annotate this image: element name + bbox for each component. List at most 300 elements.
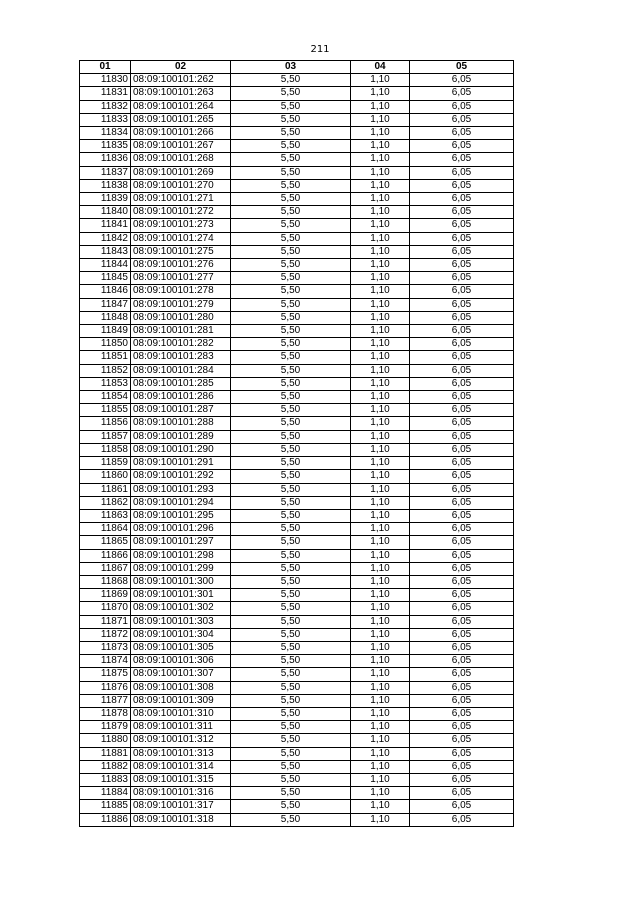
cell-value-03: 5,50 [231, 549, 351, 562]
cell-value-03: 5,50 [231, 100, 351, 113]
cell-value-04: 1,10 [351, 602, 410, 615]
table-row [80, 668, 514, 681]
cell-value-05: 6,05 [410, 509, 514, 522]
table-row [80, 681, 514, 694]
cell-id: 11863 [80, 509, 131, 522]
cell-value-03: 5,50 [231, 787, 351, 800]
cell-cadastral-number: 08:09:100101:289 [131, 430, 231, 443]
table-row [80, 787, 514, 800]
cell-value-04: 1,10 [351, 364, 410, 377]
cell-cadastral-number: 08:09:100101:267 [131, 140, 231, 153]
cell-id: 11838 [80, 179, 131, 192]
cell-value-05: 6,05 [410, 681, 514, 694]
table-row [80, 721, 514, 734]
cell-id: 11846 [80, 285, 131, 298]
cell-cadastral-number: 08:09:100101:285 [131, 377, 231, 390]
cell-value-03: 5,50 [231, 417, 351, 430]
table-row [80, 443, 514, 456]
cell-value-05: 6,05 [410, 325, 514, 338]
cell-value-05: 6,05 [410, 562, 514, 575]
cell-id: 11839 [80, 193, 131, 206]
cell-value-05: 6,05 [410, 628, 514, 641]
table-row [80, 338, 514, 351]
cell-value-03: 5,50 [231, 430, 351, 443]
cell-value-05: 6,05 [410, 721, 514, 734]
cell-value-05: 6,05 [410, 641, 514, 654]
page-number: 211 [310, 44, 330, 55]
cell-value-03: 5,50 [231, 259, 351, 272]
cell-id: 11884 [80, 787, 131, 800]
cell-value-05: 6,05 [410, 549, 514, 562]
cell-value-05: 6,05 [410, 259, 514, 272]
cell-value-05: 6,05 [410, 113, 514, 126]
cell-cadastral-number: 08:09:100101:293 [131, 483, 231, 496]
cell-value-05: 6,05 [410, 483, 514, 496]
cell-value-05: 6,05 [410, 404, 514, 417]
cell-value-03: 5,50 [231, 734, 351, 747]
data-table [79, 60, 514, 827]
cell-value-03: 5,50 [231, 87, 351, 100]
cell-value-03: 5,50 [231, 298, 351, 311]
cell-value-05: 6,05 [410, 694, 514, 707]
cell-value-05: 6,05 [410, 232, 514, 245]
cell-id: 11836 [80, 153, 131, 166]
cell-value-04: 1,10 [351, 272, 410, 285]
cell-id: 11862 [80, 496, 131, 509]
cell-cadastral-number: 08:09:100101:295 [131, 509, 231, 522]
cell-cadastral-number: 08:09:100101:262 [131, 74, 231, 87]
cell-id: 11880 [80, 734, 131, 747]
cell-value-05: 6,05 [410, 193, 514, 206]
cell-id: 11872 [80, 628, 131, 641]
table-row [80, 760, 514, 773]
cell-value-05: 6,05 [410, 470, 514, 483]
cell-value-03: 5,50 [231, 404, 351, 417]
cell-value-04: 1,10 [351, 562, 410, 575]
cell-cadastral-number: 08:09:100101:302 [131, 602, 231, 615]
cell-value-03: 5,50 [231, 166, 351, 179]
cell-cadastral-number: 08:09:100101:312 [131, 734, 231, 747]
cell-value-05: 6,05 [410, 377, 514, 390]
cell-value-05: 6,05 [410, 787, 514, 800]
cell-value-04: 1,10 [351, 74, 410, 87]
cell-value-04: 1,10 [351, 113, 410, 126]
cell-value-04: 1,10 [351, 193, 410, 206]
cell-value-03: 5,50 [231, 470, 351, 483]
cell-value-03: 5,50 [231, 813, 351, 826]
column-header-01: 01 [80, 61, 131, 74]
cell-value-03: 5,50 [231, 707, 351, 720]
cell-id: 11840 [80, 206, 131, 219]
cell-cadastral-number: 08:09:100101:264 [131, 100, 231, 113]
cell-value-03: 5,50 [231, 721, 351, 734]
cell-value-05: 6,05 [410, 615, 514, 628]
cell-value-05: 6,05 [410, 351, 514, 364]
cell-value-04: 1,10 [351, 734, 410, 747]
table-row [80, 747, 514, 760]
table-row [80, 734, 514, 747]
cell-id: 11885 [80, 800, 131, 813]
cell-cadastral-number: 08:09:100101:270 [131, 179, 231, 192]
cell-id: 11845 [80, 272, 131, 285]
cell-value-04: 1,10 [351, 87, 410, 100]
cell-value-05: 6,05 [410, 707, 514, 720]
cell-id: 11859 [80, 457, 131, 470]
cell-value-05: 6,05 [410, 140, 514, 153]
table-row [80, 206, 514, 219]
cell-id: 11861 [80, 483, 131, 496]
cell-cadastral-number: 08:09:100101:313 [131, 747, 231, 760]
table-row [80, 193, 514, 206]
cell-cadastral-number: 08:09:100101:286 [131, 391, 231, 404]
cell-cadastral-number: 08:09:100101:263 [131, 87, 231, 100]
cell-value-04: 1,10 [351, 443, 410, 456]
table-row [80, 232, 514, 245]
cell-value-04: 1,10 [351, 641, 410, 654]
cell-value-04: 1,10 [351, 470, 410, 483]
cell-cadastral-number: 08:09:100101:309 [131, 694, 231, 707]
cell-value-04: 1,10 [351, 813, 410, 826]
cell-value-03: 5,50 [231, 179, 351, 192]
cell-cadastral-number: 08:09:100101:276 [131, 259, 231, 272]
cell-id: 11858 [80, 443, 131, 456]
table-row [80, 417, 514, 430]
table-row [80, 391, 514, 404]
cell-value-05: 6,05 [410, 655, 514, 668]
cell-value-03: 5,50 [231, 338, 351, 351]
cell-cadastral-number: 08:09:100101:317 [131, 800, 231, 813]
cell-cadastral-number: 08:09:100101:265 [131, 113, 231, 126]
cell-id: 11870 [80, 602, 131, 615]
cell-value-03: 5,50 [231, 285, 351, 298]
cell-value-04: 1,10 [351, 694, 410, 707]
cell-value-04: 1,10 [351, 509, 410, 522]
cell-value-04: 1,10 [351, 721, 410, 734]
cell-id: 11850 [80, 338, 131, 351]
cell-cadastral-number: 08:09:100101:277 [131, 272, 231, 285]
cell-cadastral-number: 08:09:100101:299 [131, 562, 231, 575]
table-row [80, 113, 514, 126]
cell-value-03: 5,50 [231, 377, 351, 390]
cell-id: 11883 [80, 773, 131, 786]
cell-value-03: 5,50 [231, 628, 351, 641]
cell-value-03: 5,50 [231, 457, 351, 470]
table-row [80, 364, 514, 377]
cell-cadastral-number: 08:09:100101:315 [131, 773, 231, 786]
cell-cadastral-number: 08:09:100101:279 [131, 298, 231, 311]
cell-value-03: 5,50 [231, 272, 351, 285]
cell-value-03: 5,50 [231, 641, 351, 654]
cell-cadastral-number: 08:09:100101:268 [131, 153, 231, 166]
cell-id: 11857 [80, 430, 131, 443]
cell-value-03: 5,50 [231, 364, 351, 377]
cell-value-03: 5,50 [231, 443, 351, 456]
cell-value-03: 5,50 [231, 575, 351, 588]
cell-value-03: 5,50 [231, 694, 351, 707]
table-row [80, 219, 514, 232]
cell-value-04: 1,10 [351, 483, 410, 496]
cell-value-03: 5,50 [231, 747, 351, 760]
cell-id: 11874 [80, 655, 131, 668]
cell-value-05: 6,05 [410, 668, 514, 681]
cell-id: 11855 [80, 404, 131, 417]
cell-value-03: 5,50 [231, 74, 351, 87]
cell-value-05: 6,05 [410, 298, 514, 311]
cell-cadastral-number: 08:09:100101:300 [131, 575, 231, 588]
table-row [80, 694, 514, 707]
cell-cadastral-number: 08:09:100101:274 [131, 232, 231, 245]
cell-value-04: 1,10 [351, 140, 410, 153]
cell-value-04: 1,10 [351, 391, 410, 404]
cell-value-03: 5,50 [231, 589, 351, 602]
cell-value-04: 1,10 [351, 575, 410, 588]
cell-id: 11833 [80, 113, 131, 126]
cell-cadastral-number: 08:09:100101:316 [131, 787, 231, 800]
header-row [80, 61, 514, 74]
cell-value-03: 5,50 [231, 523, 351, 536]
table-row [80, 536, 514, 549]
cell-value-05: 6,05 [410, 391, 514, 404]
table-row [80, 615, 514, 628]
cell-value-05: 6,05 [410, 496, 514, 509]
cell-id: 11854 [80, 391, 131, 404]
cell-value-03: 5,50 [231, 351, 351, 364]
cell-cadastral-number: 08:09:100101:266 [131, 127, 231, 140]
cell-id: 11834 [80, 127, 131, 140]
cell-value-04: 1,10 [351, 219, 410, 232]
cell-value-04: 1,10 [351, 615, 410, 628]
cell-value-03: 5,50 [231, 219, 351, 232]
table-row [80, 377, 514, 390]
table-row [80, 549, 514, 562]
cell-id: 11830 [80, 74, 131, 87]
table-row [80, 325, 514, 338]
cell-value-05: 6,05 [410, 100, 514, 113]
cell-value-05: 6,05 [410, 166, 514, 179]
cell-value-05: 6,05 [410, 74, 514, 87]
table-row [80, 589, 514, 602]
cell-value-05: 6,05 [410, 589, 514, 602]
cell-value-04: 1,10 [351, 245, 410, 258]
cell-cadastral-number: 08:09:100101:280 [131, 311, 231, 324]
table-row [80, 311, 514, 324]
cell-cadastral-number: 08:09:100101:318 [131, 813, 231, 826]
table-row [80, 509, 514, 522]
cell-value-04: 1,10 [351, 338, 410, 351]
cell-value-03: 5,50 [231, 615, 351, 628]
cell-value-05: 6,05 [410, 364, 514, 377]
cell-id: 11871 [80, 615, 131, 628]
cell-id: 11866 [80, 549, 131, 562]
cell-id: 11875 [80, 668, 131, 681]
cell-value-03: 5,50 [231, 536, 351, 549]
cell-value-03: 5,50 [231, 483, 351, 496]
cell-value-03: 5,50 [231, 800, 351, 813]
cell-value-05: 6,05 [410, 206, 514, 219]
cell-cadastral-number: 08:09:100101:310 [131, 707, 231, 720]
cell-value-05: 6,05 [410, 272, 514, 285]
cell-value-03: 5,50 [231, 113, 351, 126]
cell-value-04: 1,10 [351, 179, 410, 192]
cell-id: 11851 [80, 351, 131, 364]
cell-value-05: 6,05 [410, 602, 514, 615]
cell-value-03: 5,50 [231, 140, 351, 153]
cell-cadastral-number: 08:09:100101:305 [131, 641, 231, 654]
cell-id: 11848 [80, 311, 131, 324]
cell-value-04: 1,10 [351, 325, 410, 338]
table-row [80, 800, 514, 813]
cell-value-04: 1,10 [351, 206, 410, 219]
cell-cadastral-number: 08:09:100101:273 [131, 219, 231, 232]
cell-value-04: 1,10 [351, 311, 410, 324]
cell-id: 11865 [80, 536, 131, 549]
cell-value-05: 6,05 [410, 127, 514, 140]
cell-cadastral-number: 08:09:100101:297 [131, 536, 231, 549]
cell-id: 11832 [80, 100, 131, 113]
table-row [80, 87, 514, 100]
cell-value-04: 1,10 [351, 668, 410, 681]
cell-value-04: 1,10 [351, 127, 410, 140]
cell-id: 11882 [80, 760, 131, 773]
cell-value-04: 1,10 [351, 536, 410, 549]
column-header-03: 03 [231, 61, 351, 74]
cell-id: 11868 [80, 575, 131, 588]
table-row [80, 457, 514, 470]
cell-value-03: 5,50 [231, 245, 351, 258]
cell-value-03: 5,50 [231, 773, 351, 786]
cell-cadastral-number: 08:09:100101:304 [131, 628, 231, 641]
cell-id: 11844 [80, 259, 131, 272]
cell-cadastral-number: 08:09:100101:298 [131, 549, 231, 562]
table-row [80, 298, 514, 311]
cell-id: 11835 [80, 140, 131, 153]
cell-id: 11886 [80, 813, 131, 826]
table-row [80, 285, 514, 298]
table-row [80, 430, 514, 443]
cell-value-03: 5,50 [231, 311, 351, 324]
table-row [80, 100, 514, 113]
table-row [80, 655, 514, 668]
cell-cadastral-number: 08:09:100101:307 [131, 668, 231, 681]
table-row [80, 773, 514, 786]
cell-id: 11873 [80, 641, 131, 654]
cell-id: 11853 [80, 377, 131, 390]
cell-value-04: 1,10 [351, 153, 410, 166]
table-row [80, 272, 514, 285]
cell-id: 11860 [80, 470, 131, 483]
cell-value-04: 1,10 [351, 457, 410, 470]
cell-value-04: 1,10 [351, 430, 410, 443]
cell-cadastral-number: 08:09:100101:306 [131, 655, 231, 668]
cell-id: 11849 [80, 325, 131, 338]
table-row [80, 562, 514, 575]
cell-cadastral-number: 08:09:100101:278 [131, 285, 231, 298]
cell-value-03: 5,50 [231, 127, 351, 140]
cell-value-05: 6,05 [410, 219, 514, 232]
cell-id: 11878 [80, 707, 131, 720]
table-row [80, 602, 514, 615]
cell-value-05: 6,05 [410, 575, 514, 588]
cell-value-04: 1,10 [351, 523, 410, 536]
cell-value-03: 5,50 [231, 760, 351, 773]
table-row [80, 259, 514, 272]
cell-cadastral-number: 08:09:100101:281 [131, 325, 231, 338]
cell-value-04: 1,10 [351, 496, 410, 509]
cell-value-04: 1,10 [351, 417, 410, 430]
cell-cadastral-number: 08:09:100101:288 [131, 417, 231, 430]
cell-value-04: 1,10 [351, 404, 410, 417]
column-header-04: 04 [351, 61, 410, 74]
cell-value-03: 5,50 [231, 681, 351, 694]
cell-cadastral-number: 08:09:100101:296 [131, 523, 231, 536]
cell-id: 11869 [80, 589, 131, 602]
cell-value-04: 1,10 [351, 787, 410, 800]
cell-value-03: 5,50 [231, 562, 351, 575]
cell-cadastral-number: 08:09:100101:301 [131, 589, 231, 602]
cell-value-04: 1,10 [351, 259, 410, 272]
cell-id: 11864 [80, 523, 131, 536]
cell-cadastral-number: 08:09:100101:291 [131, 457, 231, 470]
cell-value-05: 6,05 [410, 457, 514, 470]
table-row [80, 470, 514, 483]
cell-value-05: 6,05 [410, 747, 514, 760]
cell-value-03: 5,50 [231, 391, 351, 404]
cell-cadastral-number: 08:09:100101:311 [131, 721, 231, 734]
table-row [80, 641, 514, 654]
cell-cadastral-number: 08:09:100101:271 [131, 193, 231, 206]
cell-value-05: 6,05 [410, 153, 514, 166]
cell-cadastral-number: 08:09:100101:314 [131, 760, 231, 773]
table-row [80, 140, 514, 153]
cell-id: 11881 [80, 747, 131, 760]
cell-value-05: 6,05 [410, 179, 514, 192]
cell-cadastral-number: 08:09:100101:292 [131, 470, 231, 483]
cell-value-03: 5,50 [231, 602, 351, 615]
cell-value-05: 6,05 [410, 443, 514, 456]
cell-cadastral-number: 08:09:100101:283 [131, 351, 231, 364]
cell-id: 11841 [80, 219, 131, 232]
cell-cadastral-number: 08:09:100101:269 [131, 166, 231, 179]
table-header [80, 61, 514, 74]
cell-value-04: 1,10 [351, 549, 410, 562]
cell-value-05: 6,05 [410, 285, 514, 298]
cell-id: 11837 [80, 166, 131, 179]
cell-value-03: 5,50 [231, 232, 351, 245]
cell-value-04: 1,10 [351, 166, 410, 179]
cell-id: 11852 [80, 364, 131, 377]
cell-id: 11876 [80, 681, 131, 694]
cell-value-05: 6,05 [410, 773, 514, 786]
cell-id: 11877 [80, 694, 131, 707]
cell-value-04: 1,10 [351, 760, 410, 773]
table-row [80, 483, 514, 496]
cell-cadastral-number: 08:09:100101:284 [131, 364, 231, 377]
table-row [80, 523, 514, 536]
cell-value-03: 5,50 [231, 668, 351, 681]
cell-id: 11843 [80, 245, 131, 258]
cell-cadastral-number: 08:09:100101:308 [131, 681, 231, 694]
cell-value-04: 1,10 [351, 589, 410, 602]
cell-value-05: 6,05 [410, 87, 514, 100]
cell-cadastral-number: 08:09:100101:275 [131, 245, 231, 258]
cell-id: 11842 [80, 232, 131, 245]
cell-value-05: 6,05 [410, 760, 514, 773]
cell-cadastral-number: 08:09:100101:290 [131, 443, 231, 456]
table-row [80, 404, 514, 417]
cell-cadastral-number: 08:09:100101:272 [131, 206, 231, 219]
cell-value-03: 5,50 [231, 193, 351, 206]
column-header-05: 05 [410, 61, 514, 74]
